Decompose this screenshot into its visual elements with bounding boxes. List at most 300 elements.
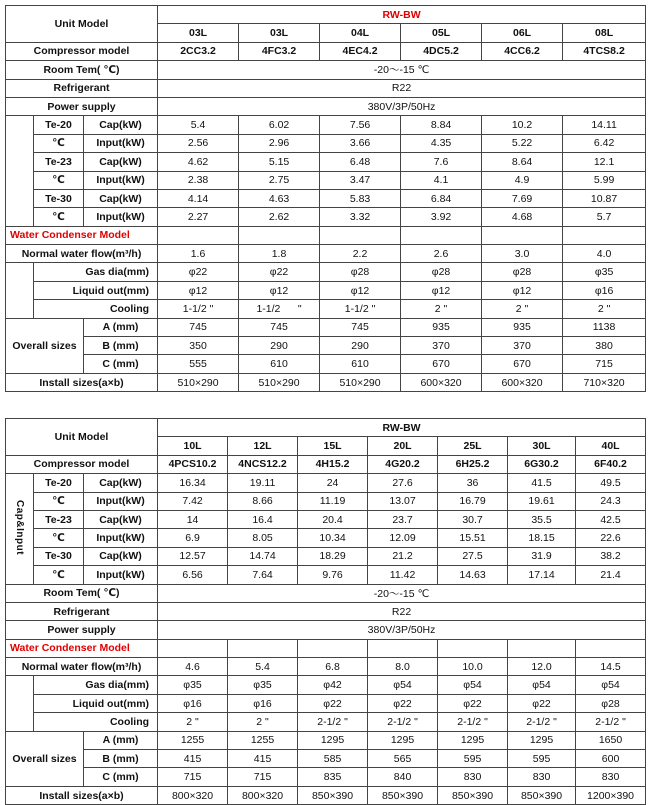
c-cell: 840 bbox=[368, 768, 438, 786]
input-cell: 2.96 bbox=[239, 134, 320, 152]
cap-cell: 12.57 bbox=[158, 547, 228, 565]
overall-sizes-label: Overall sizes bbox=[6, 731, 84, 786]
series-title: RW-BW bbox=[158, 419, 646, 437]
input-cell: 2.27 bbox=[158, 208, 239, 226]
b-cell: 585 bbox=[298, 750, 368, 768]
size-a-row bbox=[6, 731, 646, 749]
cap-cell: 10.2 bbox=[482, 116, 563, 134]
liquid-cell: φ22 bbox=[298, 694, 368, 712]
input-cell: 6.9 bbox=[158, 529, 228, 547]
install-cell: 800×320 bbox=[228, 786, 298, 804]
model-cell: 03L bbox=[158, 24, 239, 42]
cap-cell: 38.2 bbox=[576, 547, 646, 565]
gas-cell: φ54 bbox=[576, 676, 646, 694]
input-cell: 6.56 bbox=[158, 566, 228, 584]
cap-row bbox=[6, 189, 646, 207]
cap-cell: 10.87 bbox=[563, 189, 646, 207]
input-cell: 7.64 bbox=[228, 566, 298, 584]
cap-cell: 7.69 bbox=[482, 189, 563, 207]
cap-cell: 14 bbox=[158, 510, 228, 528]
cap-row bbox=[6, 510, 646, 528]
install-cell: 850×390 bbox=[298, 786, 368, 804]
cap-cell: 6.48 bbox=[320, 153, 401, 171]
c-label: C (mm) bbox=[84, 768, 158, 786]
input-cell: 8.66 bbox=[228, 492, 298, 510]
compressor-label: Compressor model bbox=[6, 455, 158, 473]
cap-cell: 36 bbox=[438, 474, 508, 492]
cap-cell: 14.11 bbox=[563, 116, 646, 134]
install-label: Install sizes(a×b) bbox=[6, 786, 158, 804]
input-cell: 16.79 bbox=[438, 492, 508, 510]
water-flow-cell: 5.4 bbox=[228, 658, 298, 676]
cap-cell: 14.74 bbox=[228, 547, 298, 565]
model-cell: 08L bbox=[563, 24, 646, 42]
b-cell: 370 bbox=[401, 337, 482, 355]
water-flow-cell: 1.6 bbox=[158, 245, 239, 263]
input-cell: 11.19 bbox=[298, 492, 368, 510]
cooling-cell: 1-1/2 " bbox=[239, 300, 320, 318]
c-cell: 830 bbox=[508, 768, 576, 786]
size-c-row bbox=[6, 768, 646, 786]
install-cell: 710×320 bbox=[563, 373, 646, 391]
model-cell: 20L bbox=[368, 437, 438, 455]
water-flow-label: Normal water flow(m³/h) bbox=[6, 658, 158, 676]
te-label: Te-20 bbox=[34, 116, 84, 134]
spec-table-1 bbox=[5, 5, 646, 392]
input-cell: 11.42 bbox=[368, 566, 438, 584]
input-label: Input(kW) bbox=[84, 566, 158, 584]
pipe-side-cell bbox=[6, 263, 34, 318]
condenser-label: Water Condenser Model bbox=[6, 226, 158, 244]
cap-cell: 7.6 bbox=[401, 153, 482, 171]
power-row bbox=[6, 97, 646, 115]
c-cell: 610 bbox=[320, 355, 401, 373]
input-cell: 22.6 bbox=[576, 529, 646, 547]
install-row bbox=[6, 786, 646, 804]
cooling-row bbox=[6, 300, 646, 318]
cooling-cell: 2 " bbox=[228, 713, 298, 731]
refrigerant-row bbox=[6, 602, 646, 620]
liquid-cell: φ22 bbox=[508, 694, 576, 712]
water-flow-cell: 3.0 bbox=[482, 245, 563, 263]
b-cell: 600 bbox=[576, 750, 646, 768]
c-cell: 610 bbox=[239, 355, 320, 373]
room-temp-row bbox=[6, 61, 646, 79]
liquid-cell: φ12 bbox=[401, 281, 482, 299]
liquid-label: Liquid out(mm) bbox=[34, 281, 158, 299]
cap-row bbox=[6, 116, 646, 134]
b-cell: 415 bbox=[158, 750, 228, 768]
input-cell: 3.92 bbox=[401, 208, 482, 226]
model-cell: 05L bbox=[401, 24, 482, 42]
input-cell: 15.51 bbox=[438, 529, 508, 547]
b-cell: 595 bbox=[508, 750, 576, 768]
input-cell: 5.22 bbox=[482, 134, 563, 152]
cooling-cell: 1-1/2 " bbox=[158, 300, 239, 318]
input-cell: 2.62 bbox=[239, 208, 320, 226]
a-label: A (mm) bbox=[84, 318, 158, 336]
cap-cell: 5.4 bbox=[158, 116, 239, 134]
gas-cell: φ54 bbox=[368, 676, 438, 694]
water-flow-cell: 4.0 bbox=[563, 245, 646, 263]
size-b-row bbox=[6, 750, 646, 768]
liquid-label: Liquid out(mm) bbox=[34, 694, 158, 712]
power-value: 380V/3P/50Hz bbox=[158, 97, 646, 115]
cap-cell: 16.4 bbox=[228, 510, 298, 528]
c-cell: 830 bbox=[576, 768, 646, 786]
model-cell: 06L bbox=[482, 24, 563, 42]
model-cell: 15L bbox=[298, 437, 368, 455]
te-label: Te-30 bbox=[34, 189, 84, 207]
cap-label: Cap(kW) bbox=[84, 116, 158, 134]
series-title: RW-BW bbox=[158, 6, 646, 24]
cooling-cell: 2-1/2 " bbox=[298, 713, 368, 731]
gas-label: Gas dia(mm) bbox=[34, 263, 158, 281]
gas-cell: φ28 bbox=[482, 263, 563, 281]
a-cell: 745 bbox=[158, 318, 239, 336]
input-label: Input(kW) bbox=[84, 171, 158, 189]
water-flow-cell: 12.0 bbox=[508, 658, 576, 676]
b-label: B (mm) bbox=[84, 337, 158, 355]
water-flow-label: Normal water flow(m³/h) bbox=[6, 245, 158, 263]
model-cell: 10L bbox=[158, 437, 228, 455]
cap-label: Cap(kW) bbox=[84, 510, 158, 528]
te-unit: ℃ bbox=[34, 171, 84, 189]
gas-cell: φ35 bbox=[563, 263, 646, 281]
gas-cell: φ35 bbox=[158, 676, 228, 694]
overall-sizes-label: Overall sizes bbox=[6, 318, 84, 373]
power-row bbox=[6, 621, 646, 639]
cap-cell: 19.11 bbox=[228, 474, 298, 492]
input-cell: 4.35 bbox=[401, 134, 482, 152]
b-cell: 290 bbox=[320, 337, 401, 355]
liquid-cell: φ16 bbox=[563, 281, 646, 299]
a-cell: 745 bbox=[239, 318, 320, 336]
cooling-cell: 2-1/2 " bbox=[508, 713, 576, 731]
cap-cell: 21.2 bbox=[368, 547, 438, 565]
water-flow-row bbox=[6, 658, 646, 676]
cooling-cell: 2 " bbox=[401, 300, 482, 318]
compressor-cell: 4FC3.2 bbox=[239, 42, 320, 60]
te-unit: ℃ bbox=[34, 134, 84, 152]
cooling-cell: 2 " bbox=[482, 300, 563, 318]
gas-cell: φ42 bbox=[298, 676, 368, 694]
room-temp-row bbox=[6, 584, 646, 602]
input-cell: 5.99 bbox=[563, 171, 646, 189]
cap-cell: 20.4 bbox=[298, 510, 368, 528]
cap-cell: 23.7 bbox=[368, 510, 438, 528]
room-temp-label: Room Tem( ℃) bbox=[6, 61, 158, 79]
te-unit: ℃ bbox=[34, 492, 84, 510]
a-cell: 1295 bbox=[438, 731, 508, 749]
unit-model-label: Unit Model bbox=[6, 419, 158, 456]
input-row bbox=[6, 208, 646, 226]
model-cell: 04L bbox=[320, 24, 401, 42]
liquid-cell: φ22 bbox=[438, 694, 508, 712]
refrigerant-row bbox=[6, 79, 646, 97]
gas-cell: φ28 bbox=[320, 263, 401, 281]
liquid-cell: φ12 bbox=[320, 281, 401, 299]
gas-cell: φ22 bbox=[158, 263, 239, 281]
liquid-row bbox=[6, 694, 646, 712]
c-cell: 715 bbox=[228, 768, 298, 786]
power-value: 380V/3P/50Hz bbox=[158, 621, 646, 639]
cap-cell: 16.34 bbox=[158, 474, 228, 492]
compressor-label: Compressor model bbox=[6, 42, 158, 60]
te-unit: ℃ bbox=[34, 566, 84, 584]
input-cell: 2.38 bbox=[158, 171, 239, 189]
size-b-row bbox=[6, 337, 646, 355]
a-cell: 1138 bbox=[563, 318, 646, 336]
b-cell: 380 bbox=[563, 337, 646, 355]
input-cell: 4.68 bbox=[482, 208, 563, 226]
cooling-cell: 2 " bbox=[158, 713, 228, 731]
input-label: Input(kW) bbox=[84, 529, 158, 547]
liquid-cell: φ16 bbox=[228, 694, 298, 712]
power-label: Power supply bbox=[6, 97, 158, 115]
input-cell: 21.4 bbox=[576, 566, 646, 584]
liquid-cell: φ12 bbox=[239, 281, 320, 299]
compressor-cell: 4G20.2 bbox=[368, 455, 438, 473]
water-flow-cell: 2.6 bbox=[401, 245, 482, 263]
cap-label: Cap(kW) bbox=[84, 189, 158, 207]
cap-row bbox=[6, 474, 646, 492]
cap-cell: 4.63 bbox=[239, 189, 320, 207]
cap-cell: 24 bbox=[298, 474, 368, 492]
compressor-cell: 6F40.2 bbox=[576, 455, 646, 473]
cap-cell: 30.7 bbox=[438, 510, 508, 528]
cap-cell: 4.14 bbox=[158, 189, 239, 207]
a-cell: 1255 bbox=[228, 731, 298, 749]
input-cell: 18.15 bbox=[508, 529, 576, 547]
b-cell: 415 bbox=[228, 750, 298, 768]
cap-cell: 31.9 bbox=[508, 547, 576, 565]
water-flow-cell: 1.8 bbox=[239, 245, 320, 263]
input-cell: 10.34 bbox=[298, 529, 368, 547]
refrigerant-value: R22 bbox=[158, 79, 646, 97]
cap-input-side-cell bbox=[6, 474, 34, 584]
compressor-cell: 2CC3.2 bbox=[158, 42, 239, 60]
input-cell: 14.63 bbox=[438, 566, 508, 584]
install-row bbox=[6, 373, 646, 391]
spec-table-2 bbox=[5, 418, 646, 805]
cap-cell: 4.62 bbox=[158, 153, 239, 171]
cap-cell: 8.84 bbox=[401, 116, 482, 134]
gas-cell: φ54 bbox=[438, 676, 508, 694]
cap-cell: 27.5 bbox=[438, 547, 508, 565]
b-label: B (mm) bbox=[84, 750, 158, 768]
cooling-cell: 2-1/2 " bbox=[576, 713, 646, 731]
install-cell: 800×320 bbox=[158, 786, 228, 804]
cap-cell: 5.83 bbox=[320, 189, 401, 207]
water-flow-cell: 4.6 bbox=[158, 658, 228, 676]
cap-cell: 12.1 bbox=[563, 153, 646, 171]
cap-cell: 8.64 bbox=[482, 153, 563, 171]
water-flow-cell: 8.0 bbox=[368, 658, 438, 676]
gas-row bbox=[6, 676, 646, 694]
cooling-cell: 2-1/2 " bbox=[368, 713, 438, 731]
compressor-cell: 6H25.2 bbox=[438, 455, 508, 473]
input-cell: 5.7 bbox=[563, 208, 646, 226]
model-cell: 12L bbox=[228, 437, 298, 455]
te-label: Te-23 bbox=[34, 510, 84, 528]
unit-model-label: Unit Model bbox=[6, 6, 158, 43]
b-cell: 370 bbox=[482, 337, 563, 355]
room-temp-value: -20～-15 ℃ bbox=[158, 584, 646, 602]
cap-cell: 49.5 bbox=[576, 474, 646, 492]
input-cell: 7.42 bbox=[158, 492, 228, 510]
water-flow-cell: 14.5 bbox=[576, 658, 646, 676]
size-a-row bbox=[6, 318, 646, 336]
install-cell: 600×320 bbox=[401, 373, 482, 391]
input-cell: 24.3 bbox=[576, 492, 646, 510]
model-cell: 25L bbox=[438, 437, 508, 455]
cap-label: Cap(kW) bbox=[84, 474, 158, 492]
compressor-cell: 4TCS8.2 bbox=[563, 42, 646, 60]
compressor-row bbox=[6, 42, 646, 60]
cap-side-cell bbox=[6, 116, 34, 226]
refrigerant-value: R22 bbox=[158, 602, 646, 620]
a-cell: 1650 bbox=[576, 731, 646, 749]
te-unit: ℃ bbox=[34, 208, 84, 226]
water-flow-cell: 10.0 bbox=[438, 658, 508, 676]
cooling-cell: 2 " bbox=[563, 300, 646, 318]
input-row bbox=[6, 566, 646, 584]
gas-cell: φ28 bbox=[401, 263, 482, 281]
install-cell: 850×390 bbox=[438, 786, 508, 804]
a-cell: 1255 bbox=[158, 731, 228, 749]
refrigerant-label: Refrigerant bbox=[6, 602, 158, 620]
power-label: Power supply bbox=[6, 621, 158, 639]
cap-cell: 35.5 bbox=[508, 510, 576, 528]
install-cell: 510×290 bbox=[239, 373, 320, 391]
install-cell: 850×390 bbox=[368, 786, 438, 804]
a-cell: 1295 bbox=[508, 731, 576, 749]
cooling-row bbox=[6, 713, 646, 731]
b-cell: 595 bbox=[438, 750, 508, 768]
model-cell: 40L bbox=[576, 437, 646, 455]
input-cell: 2.56 bbox=[158, 134, 239, 152]
gas-label: Gas dia(mm) bbox=[34, 676, 158, 694]
cooling-cell: 2-1/2 " bbox=[438, 713, 508, 731]
c-cell: 715 bbox=[563, 355, 646, 373]
cap-cell: 18.29 bbox=[298, 547, 368, 565]
water-flow-cell: 2.2 bbox=[320, 245, 401, 263]
compressor-cell: 4NCS12.2 bbox=[228, 455, 298, 473]
liquid-row bbox=[6, 281, 646, 299]
water-flow-cell: 6.8 bbox=[298, 658, 368, 676]
cooling-label: Cooling bbox=[34, 300, 158, 318]
input-label: Input(kW) bbox=[84, 134, 158, 152]
b-cell: 565 bbox=[368, 750, 438, 768]
input-cell: 3.66 bbox=[320, 134, 401, 152]
compressor-cell: 4DC5.2 bbox=[401, 42, 482, 60]
input-row bbox=[6, 134, 646, 152]
water-flow-row bbox=[6, 245, 646, 263]
room-temp-value: -20～-15 ℃ bbox=[158, 61, 646, 79]
a-cell: 935 bbox=[401, 318, 482, 336]
b-cell: 350 bbox=[158, 337, 239, 355]
gas-row bbox=[6, 263, 646, 281]
gas-cell: φ54 bbox=[508, 676, 576, 694]
a-cell: 1295 bbox=[298, 731, 368, 749]
cooling-cell: 1-1/2 " bbox=[320, 300, 401, 318]
liquid-cell: φ12 bbox=[482, 281, 563, 299]
input-cell: 17.14 bbox=[508, 566, 576, 584]
model-cell: 03L bbox=[239, 24, 320, 42]
install-cell: 600×320 bbox=[482, 373, 563, 391]
condenser-row bbox=[6, 226, 646, 244]
cap-cell: 42.5 bbox=[576, 510, 646, 528]
cap-cell: 6.84 bbox=[401, 189, 482, 207]
compressor-cell: 4CC6.2 bbox=[482, 42, 563, 60]
compressor-cell: 4H15.2 bbox=[298, 455, 368, 473]
input-cell: 3.47 bbox=[320, 171, 401, 189]
condenser-row bbox=[6, 639, 646, 657]
liquid-cell: φ28 bbox=[576, 694, 646, 712]
install-cell: 850×390 bbox=[508, 786, 576, 804]
te-label: Te-30 bbox=[34, 547, 84, 565]
refrigerant-label: Refrigerant bbox=[6, 79, 158, 97]
cap-cell: 27.6 bbox=[368, 474, 438, 492]
input-cell: 8.05 bbox=[228, 529, 298, 547]
input-row bbox=[6, 492, 646, 510]
input-cell: 4.1 bbox=[401, 171, 482, 189]
compressor-cell: 4PCS10.2 bbox=[158, 455, 228, 473]
gas-cell: φ35 bbox=[228, 676, 298, 694]
input-cell: 12.09 bbox=[368, 529, 438, 547]
c-cell: 715 bbox=[158, 768, 228, 786]
compressor-cell: 6G30.2 bbox=[508, 455, 576, 473]
liquid-cell: φ16 bbox=[158, 694, 228, 712]
input-cell: 2.75 bbox=[239, 171, 320, 189]
cap-row bbox=[6, 547, 646, 565]
b-cell: 290 bbox=[239, 337, 320, 355]
gas-cell: φ22 bbox=[239, 263, 320, 281]
input-cell: 4.9 bbox=[482, 171, 563, 189]
input-row bbox=[6, 171, 646, 189]
te-unit: ℃ bbox=[34, 529, 84, 547]
c-cell: 555 bbox=[158, 355, 239, 373]
c-cell: 830 bbox=[438, 768, 508, 786]
install-label: Install sizes(a×b) bbox=[6, 373, 158, 391]
cap-cell: 7.56 bbox=[320, 116, 401, 134]
c-label: C (mm) bbox=[84, 355, 158, 373]
cap-cell: 41.5 bbox=[508, 474, 576, 492]
compressor-row bbox=[6, 455, 646, 473]
a-cell: 1295 bbox=[368, 731, 438, 749]
te-label: Te-20 bbox=[34, 474, 84, 492]
input-cell: 6.42 bbox=[563, 134, 646, 152]
input-cell: 19.61 bbox=[508, 492, 576, 510]
c-cell: 835 bbox=[298, 768, 368, 786]
te-label: Te-23 bbox=[34, 153, 84, 171]
input-label: Input(kW) bbox=[84, 208, 158, 226]
liquid-cell: φ22 bbox=[368, 694, 438, 712]
cap-label: Cap(kW) bbox=[84, 153, 158, 171]
size-c-row bbox=[6, 355, 646, 373]
room-temp-label: Room Tem( ℃) bbox=[6, 584, 158, 602]
a-label: A (mm) bbox=[84, 731, 158, 749]
cap-cell: 6.02 bbox=[239, 116, 320, 134]
model-cell: 30L bbox=[508, 437, 576, 455]
compressor-cell: 4EC4.2 bbox=[320, 42, 401, 60]
cooling-label: Cooling bbox=[34, 713, 158, 731]
install-cell: 510×290 bbox=[320, 373, 401, 391]
a-cell: 745 bbox=[320, 318, 401, 336]
input-row bbox=[6, 529, 646, 547]
cap-label: Cap(kW) bbox=[84, 547, 158, 565]
